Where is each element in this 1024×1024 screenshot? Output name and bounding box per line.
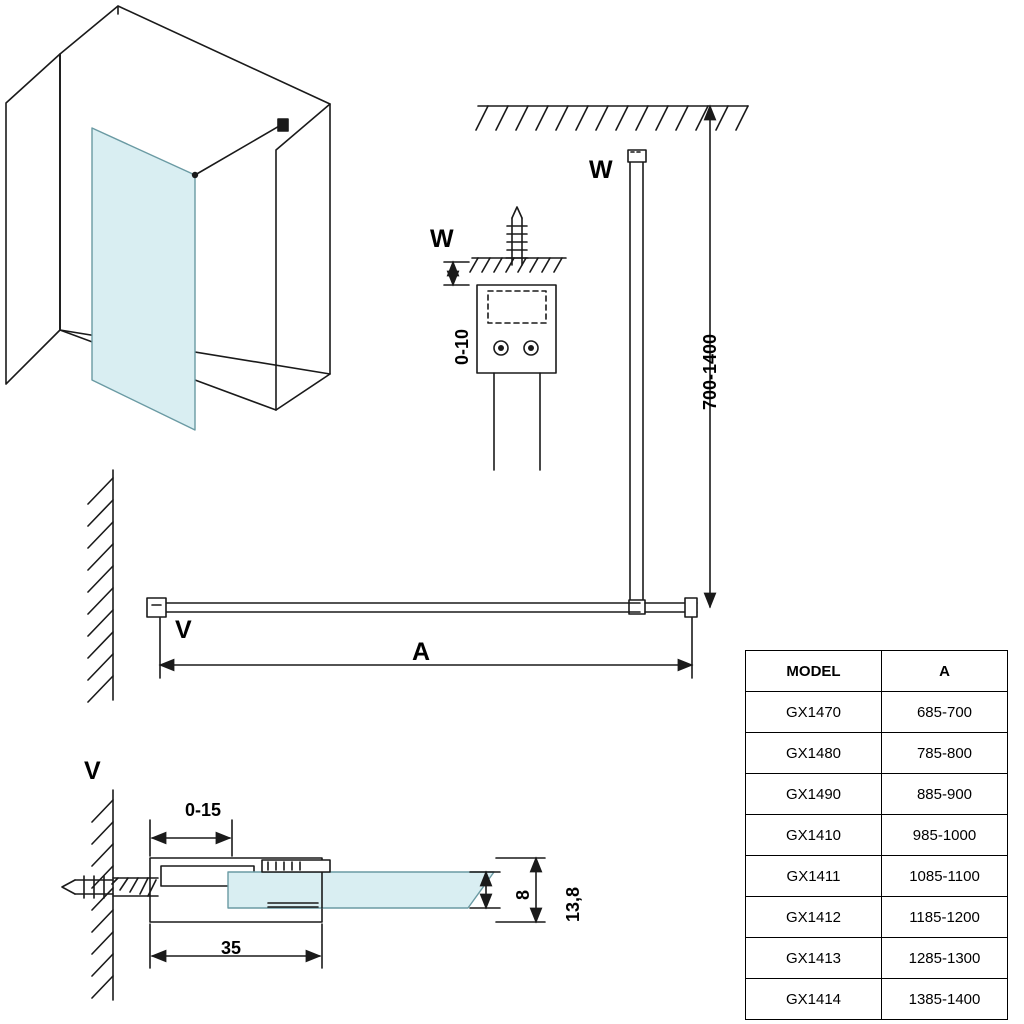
cell-a: 685-700 [882,692,1008,733]
table-header-row [746,651,1008,692]
plan-view [88,470,692,702]
cell-a: 885-900 [882,774,1008,815]
detail-v-section [62,790,545,1000]
cell-model: GX1490 [746,774,882,815]
cell-a: 985-1000 [882,815,1008,856]
table-header-model: MODEL [746,651,882,692]
dim-profile-width: 35 [221,938,242,958]
dim-height-range: 700-1400 [700,333,720,410]
table-row [746,979,1008,1020]
table-row [746,938,1008,979]
cell-model: GX1413 [746,938,882,979]
table-row [746,692,1008,733]
dim-profile-depth: 13,8 [563,886,583,922]
model-table [745,650,1008,1020]
cell-model: GX1410 [746,815,882,856]
table-row [746,897,1008,938]
cell-a: 1085-1100 [882,856,1008,897]
label-v-detail: V [84,757,101,785]
cell-a: 1285-1300 [882,938,1008,979]
table-row [746,733,1008,774]
perspective-view [6,6,330,430]
table-row [746,774,1008,815]
cell-model: GX1480 [746,733,882,774]
cell-a: 785-800 [882,733,1008,774]
cell-a: 1385-1400 [882,979,1008,1020]
cell-model: GX1414 [746,979,882,1020]
label-v-plan: V [175,616,192,644]
cell-a: 1185-1200 [882,897,1008,938]
dim-glass-thickness: 8 [513,889,533,900]
table-row [746,856,1008,897]
table-header-a: A [882,651,1008,692]
dim-a-symbol: A [412,638,431,666]
label-w-elevation: W [589,156,613,184]
cell-model: GX1412 [746,897,882,938]
label-w-detail: W [430,225,454,253]
dim-wall-gap: 0-10 [452,328,472,365]
dim-profile-offset: 0-15 [185,800,222,820]
table-row [746,815,1008,856]
cell-model: GX1411 [746,856,882,897]
cell-model: GX1470 [746,692,882,733]
